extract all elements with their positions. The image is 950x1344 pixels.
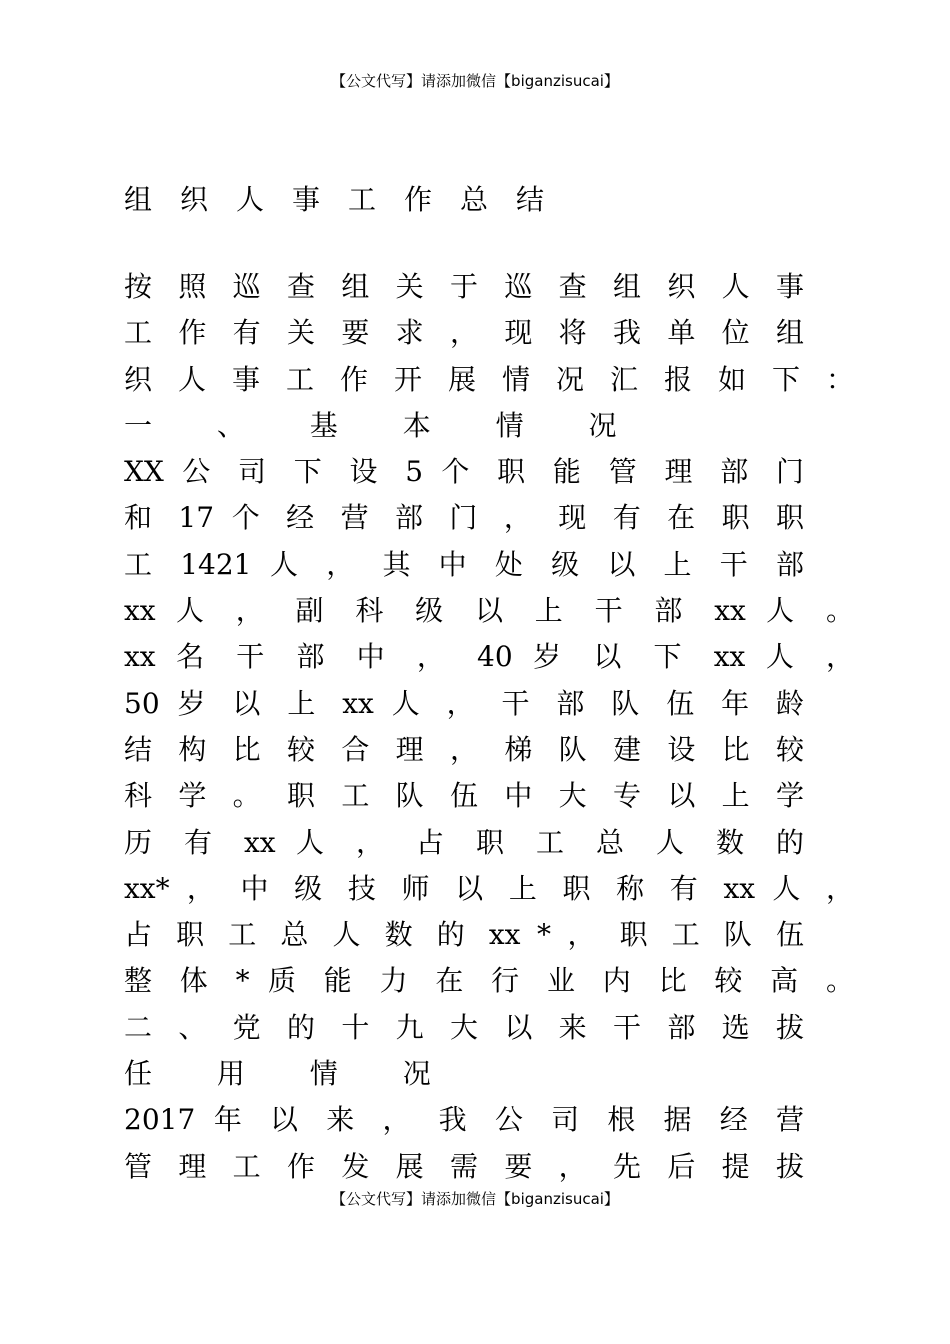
page-header-watermark: 【公文代写】请添加微信【biganzisucai】 <box>331 72 619 90</box>
body-line: 科 学 。 职 工 队 伍 中 大 专 以 上 学 <box>124 779 804 813</box>
document-body <box>124 264 854 1190</box>
page-footer-watermark: 【公文代写】请添加微信【biganzisucai】 <box>331 1190 619 1208</box>
body-line: 结 构 比 较 合 理 ， 梯 队 建 设 比 较 <box>124 732 804 766</box>
document-title: 组织人事工作总结 <box>124 183 573 216</box>
body-line: 管 理 工 作 发 展 需 要 ， 先 后 提 拔 <box>124 1149 804 1183</box>
body-line: 工 作 有 关 要 求 ， 现 将 我 单 位 组 <box>124 316 804 350</box>
body-line: xx 名 干 部 中 ， 40 岁 以 下 xx 人 ， <box>124 640 854 674</box>
body-line: xx* ， 中 级 技 师 以 上 职 称 有 xx 人 ， <box>124 871 854 905</box>
section-heading-2: 二 、 党 的 十 九 大 以 来 干 部 选 拔 <box>124 1010 804 1044</box>
body-line: XX 公 司 下 设 5 个 职 能 管 理 部 门 <box>124 455 804 489</box>
body-line: 历 有 xx 人 ， 占 职 工 总 人 数 的 <box>124 825 804 859</box>
body-line: 2017 年 以 来 ， 我 公 司 根 据 经 营 <box>124 1103 804 1137</box>
body-line: 整 体 * 质 能 力 在 行 业 内 比 较 高 。 <box>124 964 854 998</box>
section-heading-1: 一 、 基 本 情 况 <box>124 408 645 442</box>
body-line: 按 照 巡 查 组 关 于 巡 查 组 织 人 事 <box>124 270 804 303</box>
body-line: 织 人 事 工 作 开 展 情 况 汇 报 如 下 ： <box>124 362 854 396</box>
body-line: 工 1421 人 ， 其 中 处 级 以 上 干 部 <box>124 547 804 581</box>
body-line: 和 17 个 经 营 部 门 ， 现 有 在 职 职 <box>124 501 804 535</box>
body-line: 占 职 工 总 人 数 的 xx * ， 职 工 队 伍 <box>124 918 804 952</box>
body-line: 50 岁 以 上 xx 人 ， 干 部 队 伍 年 龄 <box>124 686 804 720</box>
section-heading-2-cont: 任 用 情 况 <box>124 1057 459 1091</box>
body-line: xx 人 ， 副 科 级 以 上 干 部 xx 人 。 <box>124 594 854 628</box>
